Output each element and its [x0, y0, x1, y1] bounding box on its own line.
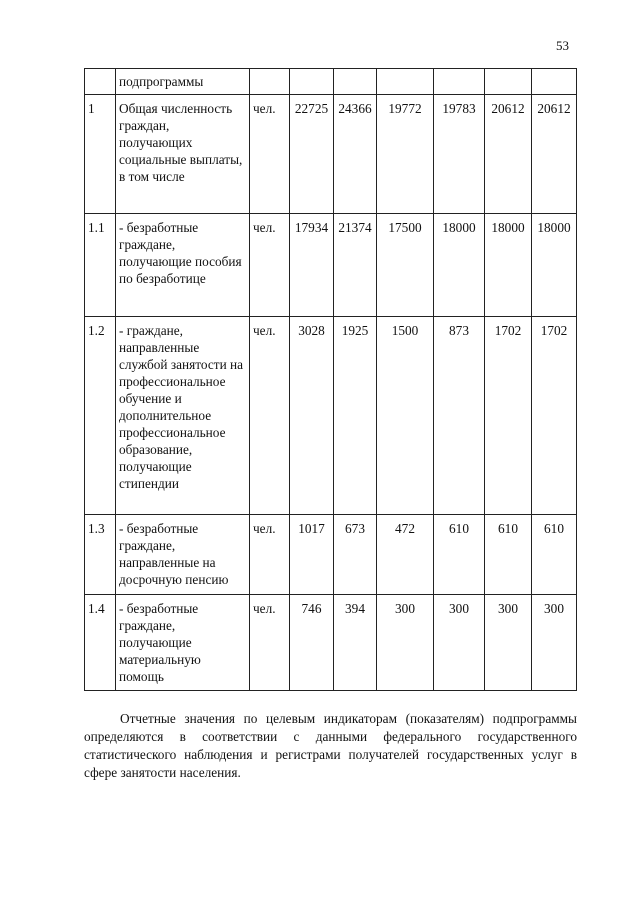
value-cell: 24366	[334, 95, 377, 214]
value-cell: 20612	[532, 95, 577, 214]
row-number: 1.1	[85, 214, 116, 317]
value-cell: 300	[434, 595, 485, 691]
table-row	[85, 214, 577, 317]
value-cell: 610	[434, 515, 485, 595]
value-cell: 1702	[485, 317, 532, 515]
table-row	[85, 69, 577, 95]
value-cell: 19772	[377, 95, 434, 214]
row-number: 1	[85, 95, 116, 214]
table-row	[85, 95, 577, 214]
indicator-name: - граждане, направленные службой занятости на профессиональное обучение и дополнительное профессиональное образование, получающие стипендии	[116, 317, 250, 515]
value-cell: 673	[334, 515, 377, 595]
note-paragraph: Отчетные значения по целевым индикаторам (показателям) подпрограммы определяются в соответствии с данными федерального государственного статистического наблюдения и регистрами получателей государственных услуг в сфере занятости населения.	[84, 711, 577, 780]
table-row	[85, 515, 577, 595]
value-cell: 3028	[290, 317, 334, 515]
value-cell: 21374	[334, 214, 377, 317]
value-cell: 19783	[434, 95, 485, 214]
value-cell	[485, 69, 532, 95]
value-cell: 746	[290, 595, 334, 691]
value-cell: 1702	[532, 317, 577, 515]
unit-cell: чел.	[250, 595, 290, 691]
table-row	[85, 595, 577, 691]
value-cell: 873	[434, 317, 485, 515]
value-cell: 610	[485, 515, 532, 595]
value-cell	[290, 69, 334, 95]
value-cell: 300	[532, 595, 577, 691]
indicator-name: - безработные граждане, получающие материальную помощь	[116, 595, 250, 691]
value-cell: 1017	[290, 515, 334, 595]
table-row	[85, 317, 577, 515]
value-cell: 1500	[377, 317, 434, 515]
value-cell: 17500	[377, 214, 434, 317]
row-number: 1.4	[85, 595, 116, 691]
value-cell	[377, 69, 434, 95]
value-cell: 20612	[485, 95, 532, 214]
value-cell: 18000	[434, 214, 485, 317]
indicator-name: - безработные граждане, направленные на досрочную пенсию	[116, 515, 250, 595]
value-cell	[334, 69, 377, 95]
indicator-name: подпрограммы	[116, 69, 250, 95]
value-cell: 22725	[290, 95, 334, 214]
value-cell: 472	[377, 515, 434, 595]
row-number: 1.3	[85, 515, 116, 595]
value-cell: 300	[485, 595, 532, 691]
value-cell: 300	[377, 595, 434, 691]
value-cell	[532, 69, 577, 95]
unit-cell: чел.	[250, 515, 290, 595]
value-cell: 394	[334, 595, 377, 691]
unit-cell: чел.	[250, 317, 290, 515]
value-cell: 1925	[334, 317, 377, 515]
value-cell: 17934	[290, 214, 334, 317]
indicator-name: - безработные граждане, получающие пособия по безработице	[116, 214, 250, 317]
row-number: 1.2	[85, 317, 116, 515]
row-number	[85, 69, 116, 95]
unit-cell	[250, 69, 290, 95]
indicators-table	[84, 68, 577, 691]
indicator-name: Общая численность граждан, получающих социальные выплаты, в том числе	[116, 95, 250, 214]
unit-cell: чел.	[250, 95, 290, 214]
value-cell: 610	[532, 515, 577, 595]
value-cell: 18000	[532, 214, 577, 317]
unit-cell: чел.	[250, 214, 290, 317]
value-cell: 18000	[485, 214, 532, 317]
page-number: 53	[556, 38, 569, 53]
value-cell	[434, 69, 485, 95]
